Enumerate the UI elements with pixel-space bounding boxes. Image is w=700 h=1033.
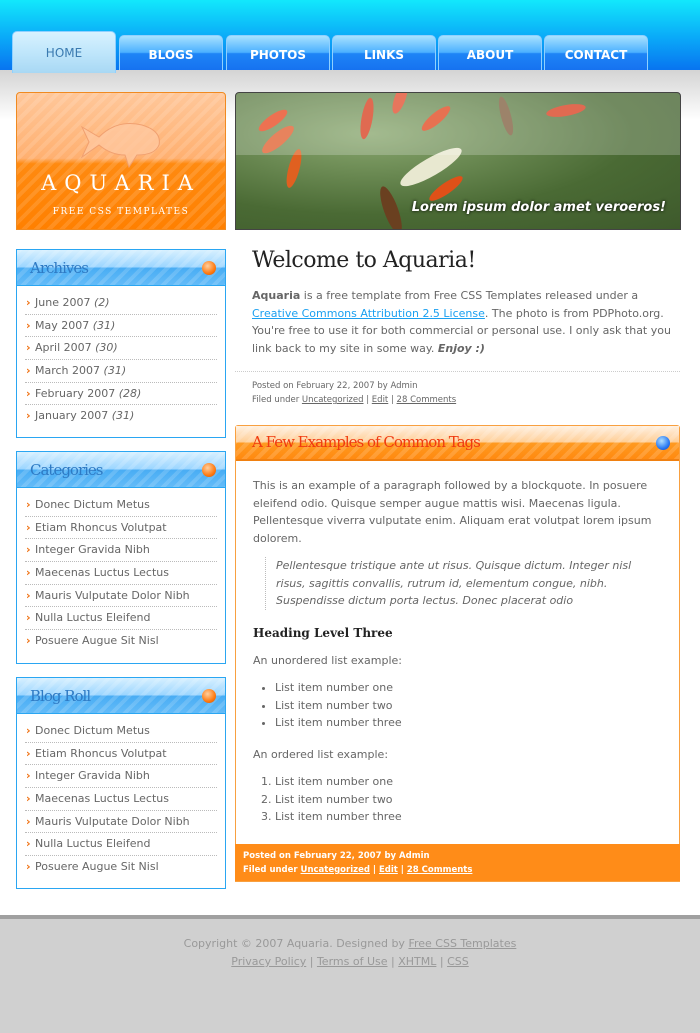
blogroll-item[interactable] xyxy=(25,743,217,766)
blogroll-link[interactable]: Maecenas Luctus Lectus xyxy=(35,792,169,806)
blogroll-item[interactable] xyxy=(25,833,217,856)
filed-label: Filed under xyxy=(252,395,302,405)
orange-bullet-icon xyxy=(202,463,216,477)
category-link[interactable]: Uncategorized xyxy=(300,865,370,875)
posted-on: Posted on February 22, 2007 by Admin xyxy=(252,381,418,391)
license-link[interactable]: Creative Commons Attribution 2.5 License xyxy=(252,306,485,320)
category-item[interactable] xyxy=(25,607,217,630)
archive-item[interactable] xyxy=(25,315,217,338)
nav-about[interactable]: ABOUT xyxy=(438,35,542,70)
list-item: • List item number two xyxy=(275,697,662,715)
fish-icon xyxy=(77,115,167,170)
enjoy-text: Enjoy :) xyxy=(437,341,485,355)
separator: | xyxy=(363,395,372,405)
post-meta xyxy=(252,379,672,407)
archive-link[interactable]: May 2007 xyxy=(35,318,90,332)
archive-item[interactable] xyxy=(25,337,217,360)
nav-contact[interactable]: CONTACT xyxy=(544,35,648,70)
blogroll-link[interactable]: Mauris Vulputate Dolor Nibh xyxy=(35,814,190,828)
archive-count: (2) xyxy=(93,296,110,309)
category-link[interactable]: Posuere Augue Sit Nisl xyxy=(35,634,159,648)
paragraph: This is an example of a paragraph followed by a blockquote. In posuere eleifend odio. Quisque semper augue mattis wisi. Maecenas ligula. Pellentesque viverra vulputate enim. Aliquam erat volutpat lorem ipsum dolorem. xyxy=(253,479,652,545)
post-body xyxy=(252,287,672,357)
heading-three: Heading Level Three xyxy=(253,625,393,640)
blogroll-link[interactable]: Integer Gravida Nibh xyxy=(35,769,150,783)
ordered-list xyxy=(275,773,662,826)
banner-photo xyxy=(235,92,681,230)
post-welcome xyxy=(252,248,672,407)
category-link[interactable]: Uncategorized xyxy=(301,395,364,405)
separator: | xyxy=(397,865,407,875)
category-link[interactable]: Mauris Vulputate Dolor Nibh xyxy=(35,588,190,602)
designer-link[interactable]: Free CSS Templates xyxy=(408,937,517,950)
blogroll-item[interactable] xyxy=(25,788,217,811)
blogroll-item[interactable] xyxy=(25,856,217,879)
terms-link[interactable]: Terms of Use xyxy=(316,955,388,968)
site-logo[interactable] xyxy=(16,92,226,230)
archive-item[interactable] xyxy=(25,383,217,406)
archive-count: (30) xyxy=(95,341,118,355)
logo-name: AQUARIA xyxy=(41,171,201,195)
nav-links[interactable]: LINKS xyxy=(332,35,436,70)
category-link[interactable]: Maecenas Luctus Lectus xyxy=(35,566,169,580)
separator: | xyxy=(388,395,397,405)
archives-title: Archives xyxy=(30,259,88,277)
archive-item[interactable] xyxy=(25,405,217,428)
filed-label: Filed under xyxy=(243,865,301,875)
archive-item[interactable] xyxy=(25,360,217,383)
list-item: • List item number one xyxy=(275,679,662,697)
archive-link[interactable]: March 2007 xyxy=(35,364,101,378)
archive-count: (31) xyxy=(111,409,135,423)
list-item: 3. List item number three xyxy=(275,808,662,826)
copyright: Copyright © 2007 Aquaria. Designed by xyxy=(183,937,409,950)
archive-count: (31) xyxy=(103,364,127,378)
category-link[interactable]: Etiam Rhoncus Volutpat xyxy=(35,520,167,534)
archive-link[interactable]: January 2007 xyxy=(35,409,109,423)
bold-text: Aquaria xyxy=(252,289,301,302)
category-item[interactable] xyxy=(25,562,217,585)
archive-item[interactable] xyxy=(25,292,217,315)
unordered-list xyxy=(275,679,662,732)
ul-label: An unordered list example: xyxy=(253,653,402,667)
separator: | xyxy=(387,955,399,968)
blockquote: Pellentesque tristique ante ut risus. Quisque dictum. Integer nisl risus, sagittis convallis, rutrum id, elementum congue, nibh. Suspendisse dictum porta lectus. Donec placerat odio xyxy=(265,557,662,610)
blue-bullet-icon xyxy=(656,436,670,450)
archives-box xyxy=(16,249,226,438)
nav-home[interactable]: HOME xyxy=(12,31,116,73)
list-item: 2. List item number two xyxy=(275,791,662,809)
posted-on: Posted on February 22, 2007 by Admin xyxy=(243,851,430,861)
archive-count: (31) xyxy=(92,318,116,332)
archive-link[interactable]: April 2007 xyxy=(35,341,92,355)
comments-link[interactable]: 28 Comments xyxy=(396,395,457,405)
categories-title: Categories xyxy=(30,461,103,479)
separator: | xyxy=(369,865,379,875)
divider xyxy=(235,371,680,372)
category-item[interactable] xyxy=(25,630,217,653)
blogroll-link[interactable]: Nulla Luctus Eleifend xyxy=(35,837,151,851)
banner-caption: Lorem ipsum dolor amet veroeros! xyxy=(411,200,666,215)
nav-blogs[interactable]: BLOGS xyxy=(119,35,223,70)
privacy-link[interactable]: Privacy Policy xyxy=(231,955,307,968)
blogroll-item[interactable] xyxy=(25,765,217,788)
text: is a free template from Free CSS Templates released under a xyxy=(300,289,639,302)
category-link[interactable]: Integer Gravida Nibh xyxy=(35,543,150,557)
archive-link[interactable]: February 2007 xyxy=(35,386,116,400)
category-item[interactable] xyxy=(25,539,217,562)
css-link[interactable]: CSS xyxy=(447,955,469,968)
categories-box xyxy=(16,451,226,664)
footer xyxy=(0,915,700,1033)
edit-link[interactable]: Edit xyxy=(371,395,389,405)
orange-bullet-icon xyxy=(202,689,216,703)
category-link[interactable]: Nulla Luctus Eleifend xyxy=(35,611,151,625)
category-item[interactable] xyxy=(25,494,217,517)
xhtml-link[interactable]: XHTML xyxy=(398,955,437,968)
logo-tagline: FREE CSS TEMPLATES xyxy=(52,207,190,217)
category-link[interactable]: Donec Dictum Metus xyxy=(35,498,150,511)
separator: | xyxy=(306,955,317,968)
ol-label: An ordered list example: xyxy=(253,747,389,761)
blogroll-link[interactable]: Donec Dictum Metus xyxy=(35,724,150,737)
text: . The photo is from PDPhoto.org. You're free to use it for both commercial or personal use. I only ask that you link back to my site in some way. xyxy=(252,306,671,355)
post-meta xyxy=(235,844,680,881)
blogroll-box xyxy=(16,677,226,889)
archive-count: (28) xyxy=(118,386,142,400)
comments-link[interactable]: 28 Comments xyxy=(406,865,473,875)
post-title: A Few Examples of Common Tags xyxy=(252,433,480,451)
nav-photos[interactable]: PHOTOS xyxy=(226,35,330,70)
blogroll-link[interactable]: Etiam Rhoncus Volutpat xyxy=(35,746,167,760)
list-item: 1. List item number one xyxy=(275,773,662,791)
post-tags xyxy=(235,425,680,882)
category-item[interactable] xyxy=(25,585,217,608)
orange-bullet-icon xyxy=(202,261,216,275)
list-item: • List item number three xyxy=(275,714,662,732)
blogroll-item[interactable] xyxy=(25,811,217,834)
edit-link[interactable]: Edit xyxy=(378,865,398,875)
separator: | xyxy=(436,955,448,968)
archive-link[interactable]: June 2007 xyxy=(35,296,91,309)
blogroll-title: Blog Roll xyxy=(30,687,91,705)
blogroll-link[interactable]: Posuere Augue Sit Nisl xyxy=(35,860,159,874)
category-item[interactable] xyxy=(25,517,217,540)
post-title: Welcome to Aquaria! xyxy=(252,248,476,273)
blogroll-item[interactable] xyxy=(25,720,217,743)
